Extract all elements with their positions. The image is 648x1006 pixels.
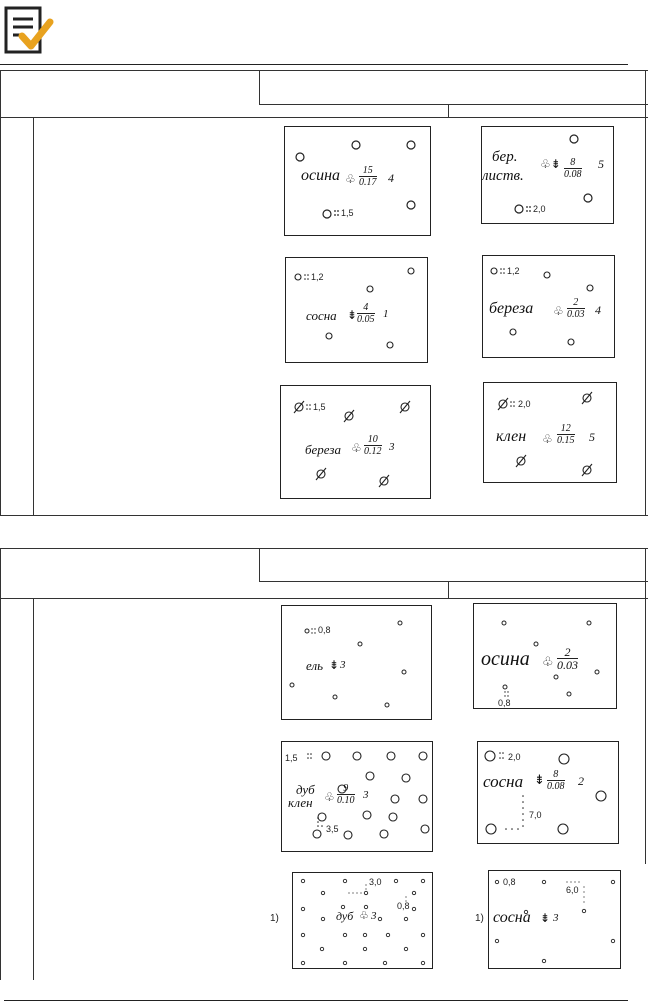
scale-label: 0,8 [503,877,516,887]
scale-label: 1,5 [313,402,326,412]
conifer-tree-icon: ⇟ [347,308,358,322]
fraction-numerator: 9 [337,783,355,795]
species-label: клен [496,428,527,445]
scale-label: 0,8 [498,698,511,708]
conifer-tree-icon: ⇟ [329,658,340,672]
deciduous-tree-icon: ♧ [351,441,362,455]
fraction-numerator: 4 [357,302,375,314]
fraction-denominator: 0.10 [337,795,355,806]
scale-label: 2,0 [533,204,546,214]
scale-label: 2,0 [508,752,521,762]
deciduous-tree-icon: ♧ [542,654,554,669]
fraction-denominator: 0.05 [357,314,375,325]
scale-label: 1,5 [341,208,354,218]
scale-label: 2,0 [518,399,531,409]
scale-label: 1,2 [311,272,324,282]
species-label-2: клен [288,795,313,810]
fraction-denominator: 0.03 [567,309,585,320]
plot-map-aspen [284,126,431,236]
suffix-value: 5 [598,157,604,171]
scale-label-2: 7,0 [529,810,542,820]
species-label: дуб [336,909,354,923]
species-label: ель [306,658,324,673]
plot-map-pine-3 [488,870,621,969]
fraction-denominator: 0.08 [564,169,582,180]
species-label: дуб [296,782,315,797]
species-label: бер. [492,149,518,165]
scale-label: 3,0 [369,877,382,887]
suffix-value: 1 [383,308,389,320]
suffix-value: 3 [389,441,395,453]
deciduous-tree-icon: ♧ [553,304,564,318]
scale-label: 0,8 [318,625,331,635]
fraction-numerator: 8 [564,157,582,169]
scale-label: 1,5 [285,753,298,763]
deciduous-tree-icon: ♧ [542,432,553,446]
species-label: сосна [483,772,524,791]
fraction-denominator: 0.15 [557,435,575,446]
plot-map-birch [482,255,615,358]
plot-map-pine-2 [477,741,619,844]
species-label: осина [481,648,530,670]
fraction-numerator: 12 [557,423,575,435]
footnote-marker: 1) [475,913,484,924]
fraction-numerator: 2 [557,646,578,659]
fraction-numerator: 15 [359,165,377,177]
suffix-value: 5 [589,430,595,444]
plot-trees [478,742,619,844]
suffix-value: 3 [340,659,346,671]
plot-trees [282,606,432,720]
suffix-value: 4 [388,171,394,185]
footnote-marker: 1) [270,913,279,924]
fraction-denominator: 0.08 [547,781,565,792]
plot-map-birch-larch [481,126,614,224]
plot-map-oak-maple [281,741,433,852]
plot-map-maple [483,382,617,483]
header-divider [0,64,628,65]
scale-label-2: 3,5 [326,824,339,834]
suffix-value: 3 [371,910,377,922]
document-check-icon [4,6,56,58]
deciduous-tree-icon: ♧ [324,790,335,804]
plot-map-aspen-2 [473,603,617,709]
scale-label-2: 6,0 [566,885,579,895]
species-label: береза [305,442,341,457]
plot-map-birch-felled [280,385,431,499]
deciduous-tree-icon: ♧ [359,910,369,922]
fraction-denominator: 0.12 [364,446,382,457]
plot-map-spruce [281,605,432,720]
fraction-numerator: 8 [547,769,565,781]
species-label: сосна [493,909,531,926]
footer-divider [4,1000,628,1001]
plot-map-pine [285,257,428,363]
fraction-numerator: 10 [364,434,382,446]
species-label: береза [489,300,534,317]
conifer-tree-icon: ⇟ [534,772,545,787]
plot-map-oak [292,872,433,969]
species-label: сосна [306,308,337,323]
suffix-value: 3 [553,912,559,924]
fraction-denominator: 0.17 [359,177,377,188]
deciduous-tree-icon: ♧ [345,172,356,186]
species-label-2: листв. [482,168,524,184]
conifer-tree-icon: ⇟ [540,911,551,925]
scale-label-2: 0,8 [397,901,410,911]
suffix-value: 3 [363,789,369,801]
suffix-value: 2 [578,774,584,788]
tree-icons: ♧⇟ [540,157,561,171]
scale-label: 1,2 [507,266,520,276]
species-label: осина [301,167,341,184]
suffix-value: 4 [595,303,601,317]
fraction-denominator: 0.03 [557,658,578,672]
fraction-numerator: 2 [567,297,585,309]
